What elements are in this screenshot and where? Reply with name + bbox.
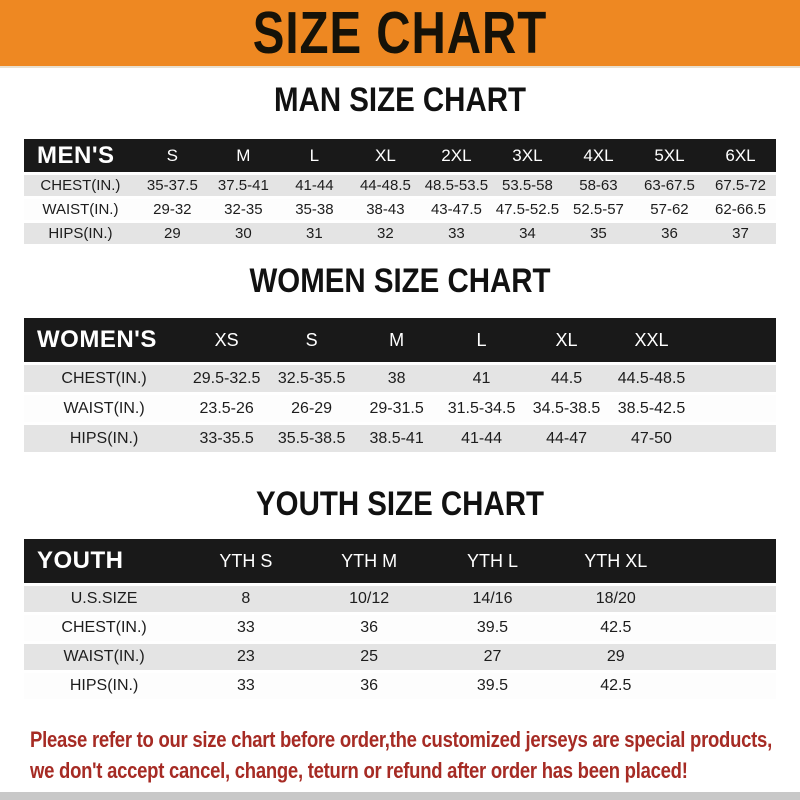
size-value-cell: 42.5 bbox=[554, 615, 677, 641]
table-row bbox=[24, 425, 776, 452]
table-header-row bbox=[24, 539, 776, 583]
row-label: HIPS(IN.) bbox=[24, 223, 137, 244]
size-value-cell: 38.5-42.5 bbox=[609, 395, 694, 422]
size-value-cell: 57-62 bbox=[634, 199, 705, 220]
youth-size-table bbox=[24, 536, 776, 702]
size-value-cell: 33-35.5 bbox=[184, 425, 269, 452]
size-value-cell: 35-37.5 bbox=[137, 175, 208, 196]
size-value-cell: 39.5 bbox=[431, 615, 554, 641]
women-size-section bbox=[0, 247, 800, 455]
man-section-heading: MAN SIZE CHART bbox=[274, 79, 526, 119]
row-filler bbox=[694, 365, 776, 392]
size-value-cell: 31.5-34.5 bbox=[439, 395, 524, 422]
size-value-cell: 53.5-58 bbox=[492, 175, 563, 196]
row-filler bbox=[694, 425, 776, 452]
size-value-cell: 8 bbox=[184, 586, 307, 612]
row-label: HIPS(IN.) bbox=[24, 425, 184, 452]
table-row bbox=[24, 615, 776, 641]
size-value-cell: 29 bbox=[137, 223, 208, 244]
size-value-cell: 38 bbox=[354, 365, 439, 392]
size-value-cell: 52.5-57 bbox=[563, 199, 634, 220]
size-value-cell: 10/12 bbox=[308, 586, 431, 612]
size-value-cell: 32-35 bbox=[208, 199, 279, 220]
size-column-header: XS bbox=[184, 318, 269, 362]
row-label: WAIST(IN.) bbox=[24, 644, 184, 670]
youth-size-section bbox=[0, 455, 800, 702]
size-column-header: L bbox=[279, 139, 350, 172]
size-column-header: XL bbox=[524, 318, 609, 362]
size-column-header: S bbox=[137, 139, 208, 172]
size-value-cell: 23.5-26 bbox=[184, 395, 269, 422]
size-value-cell: 38.5-41 bbox=[354, 425, 439, 452]
size-value-cell: 41-44 bbox=[439, 425, 524, 452]
disclaimer bbox=[30, 724, 800, 786]
size-value-cell: 18/20 bbox=[554, 586, 677, 612]
size-value-cell: 26-29 bbox=[269, 395, 354, 422]
size-column-header: XL bbox=[350, 139, 421, 172]
header-filler bbox=[677, 539, 776, 583]
row-label: CHEST(IN.) bbox=[24, 615, 184, 641]
size-value-cell: 32.5-35.5 bbox=[269, 365, 354, 392]
size-value-cell: 31 bbox=[279, 223, 350, 244]
size-value-cell: 36 bbox=[308, 615, 431, 641]
row-filler bbox=[694, 395, 776, 422]
size-value-cell: 30 bbox=[208, 223, 279, 244]
size-column-header: YTH S bbox=[184, 539, 307, 583]
size-value-cell: 41 bbox=[439, 365, 524, 392]
size-column-header: 2XL bbox=[421, 139, 492, 172]
row-label: CHEST(IN.) bbox=[24, 175, 137, 196]
size-value-cell: 62-66.5 bbox=[705, 199, 776, 220]
size-value-cell: 27 bbox=[431, 644, 554, 670]
size-value-cell: 44-48.5 bbox=[350, 175, 421, 196]
size-value-cell: 36 bbox=[308, 673, 431, 699]
table-corner-label: MEN'S bbox=[24, 139, 137, 172]
table-corner-label: YOUTH bbox=[24, 539, 184, 583]
size-value-cell: 34.5-38.5 bbox=[524, 395, 609, 422]
row-label: WAIST(IN.) bbox=[24, 395, 184, 422]
size-value-cell: 29 bbox=[554, 644, 677, 670]
size-value-cell: 36 bbox=[634, 223, 705, 244]
size-chart-banner bbox=[0, 0, 800, 68]
size-value-cell: 33 bbox=[421, 223, 492, 244]
row-filler bbox=[677, 615, 776, 641]
table-row bbox=[24, 223, 776, 244]
size-column-header: M bbox=[208, 139, 279, 172]
size-value-cell: 48.5-53.5 bbox=[421, 175, 492, 196]
size-value-cell: 38-43 bbox=[350, 199, 421, 220]
size-value-cell: 35-38 bbox=[279, 199, 350, 220]
bottom-strip bbox=[0, 792, 800, 800]
women-section-heading: WOMEN SIZE CHART bbox=[249, 260, 551, 301]
size-value-cell: 39.5 bbox=[431, 673, 554, 699]
size-value-cell: 33 bbox=[184, 673, 307, 699]
row-label: CHEST(IN.) bbox=[24, 365, 184, 392]
table-header-row bbox=[24, 139, 776, 172]
size-value-cell: 44.5-48.5 bbox=[609, 365, 694, 392]
table-row bbox=[24, 586, 776, 612]
disclaimer-line-1: Please refer to our size chart before order,the customized jerseys are special products, bbox=[30, 727, 772, 752]
table-row bbox=[24, 395, 776, 422]
table-row bbox=[24, 175, 776, 196]
size-value-cell: 47.5-52.5 bbox=[492, 199, 563, 220]
size-value-cell: 32 bbox=[350, 223, 421, 244]
row-label: HIPS(IN.) bbox=[24, 673, 184, 699]
table-corner-label: WOMEN'S bbox=[24, 318, 184, 362]
table-row bbox=[24, 644, 776, 670]
size-column-header: 4XL bbox=[563, 139, 634, 172]
size-column-header: YTH M bbox=[308, 539, 431, 583]
size-column-header: YTH XL bbox=[554, 539, 677, 583]
banner-title: SIZE CHART bbox=[252, 0, 548, 67]
size-column-header: M bbox=[354, 318, 439, 362]
row-filler bbox=[677, 644, 776, 670]
youth-section-heading: YOUTH SIZE CHART bbox=[256, 483, 544, 523]
size-column-header: YTH L bbox=[431, 539, 554, 583]
size-value-cell: 63-67.5 bbox=[634, 175, 705, 196]
size-column-header: XXL bbox=[609, 318, 694, 362]
size-value-cell: 34 bbox=[492, 223, 563, 244]
size-value-cell: 47-50 bbox=[609, 425, 694, 452]
size-value-cell: 37.5-41 bbox=[208, 175, 279, 196]
size-value-cell: 35 bbox=[563, 223, 634, 244]
header-filler bbox=[694, 318, 776, 362]
size-value-cell: 41-44 bbox=[279, 175, 350, 196]
size-column-header: S bbox=[269, 318, 354, 362]
man-size-section bbox=[0, 68, 800, 247]
row-filler bbox=[677, 586, 776, 612]
table-row bbox=[24, 199, 776, 220]
size-column-header: L bbox=[439, 318, 524, 362]
size-value-cell: 23 bbox=[184, 644, 307, 670]
size-value-cell: 35.5-38.5 bbox=[269, 425, 354, 452]
size-value-cell: 67.5-72 bbox=[705, 175, 776, 196]
women-size-table bbox=[24, 315, 776, 455]
size-value-cell: 43-47.5 bbox=[421, 199, 492, 220]
size-value-cell: 29-31.5 bbox=[354, 395, 439, 422]
size-value-cell: 14/16 bbox=[431, 586, 554, 612]
size-value-cell: 44.5 bbox=[524, 365, 609, 392]
size-column-header: 5XL bbox=[634, 139, 705, 172]
size-value-cell: 37 bbox=[705, 223, 776, 244]
size-column-header: 3XL bbox=[492, 139, 563, 172]
size-value-cell: 44-47 bbox=[524, 425, 609, 452]
disclaimer-line-2: we don't accept cancel, change, teturn or refund after order has been placed! bbox=[30, 758, 688, 783]
row-label: WAIST(IN.) bbox=[24, 199, 137, 220]
size-value-cell: 29-32 bbox=[137, 199, 208, 220]
size-value-cell: 29.5-32.5 bbox=[184, 365, 269, 392]
table-row bbox=[24, 673, 776, 699]
men-size-table bbox=[24, 136, 776, 247]
table-row bbox=[24, 365, 776, 392]
table-header-row bbox=[24, 318, 776, 362]
row-label: U.S.SIZE bbox=[24, 586, 184, 612]
size-value-cell: 42.5 bbox=[554, 673, 677, 699]
size-column-header: 6XL bbox=[705, 139, 776, 172]
size-value-cell: 25 bbox=[308, 644, 431, 670]
size-value-cell: 58-63 bbox=[563, 175, 634, 196]
row-filler bbox=[677, 673, 776, 699]
size-value-cell: 33 bbox=[184, 615, 307, 641]
